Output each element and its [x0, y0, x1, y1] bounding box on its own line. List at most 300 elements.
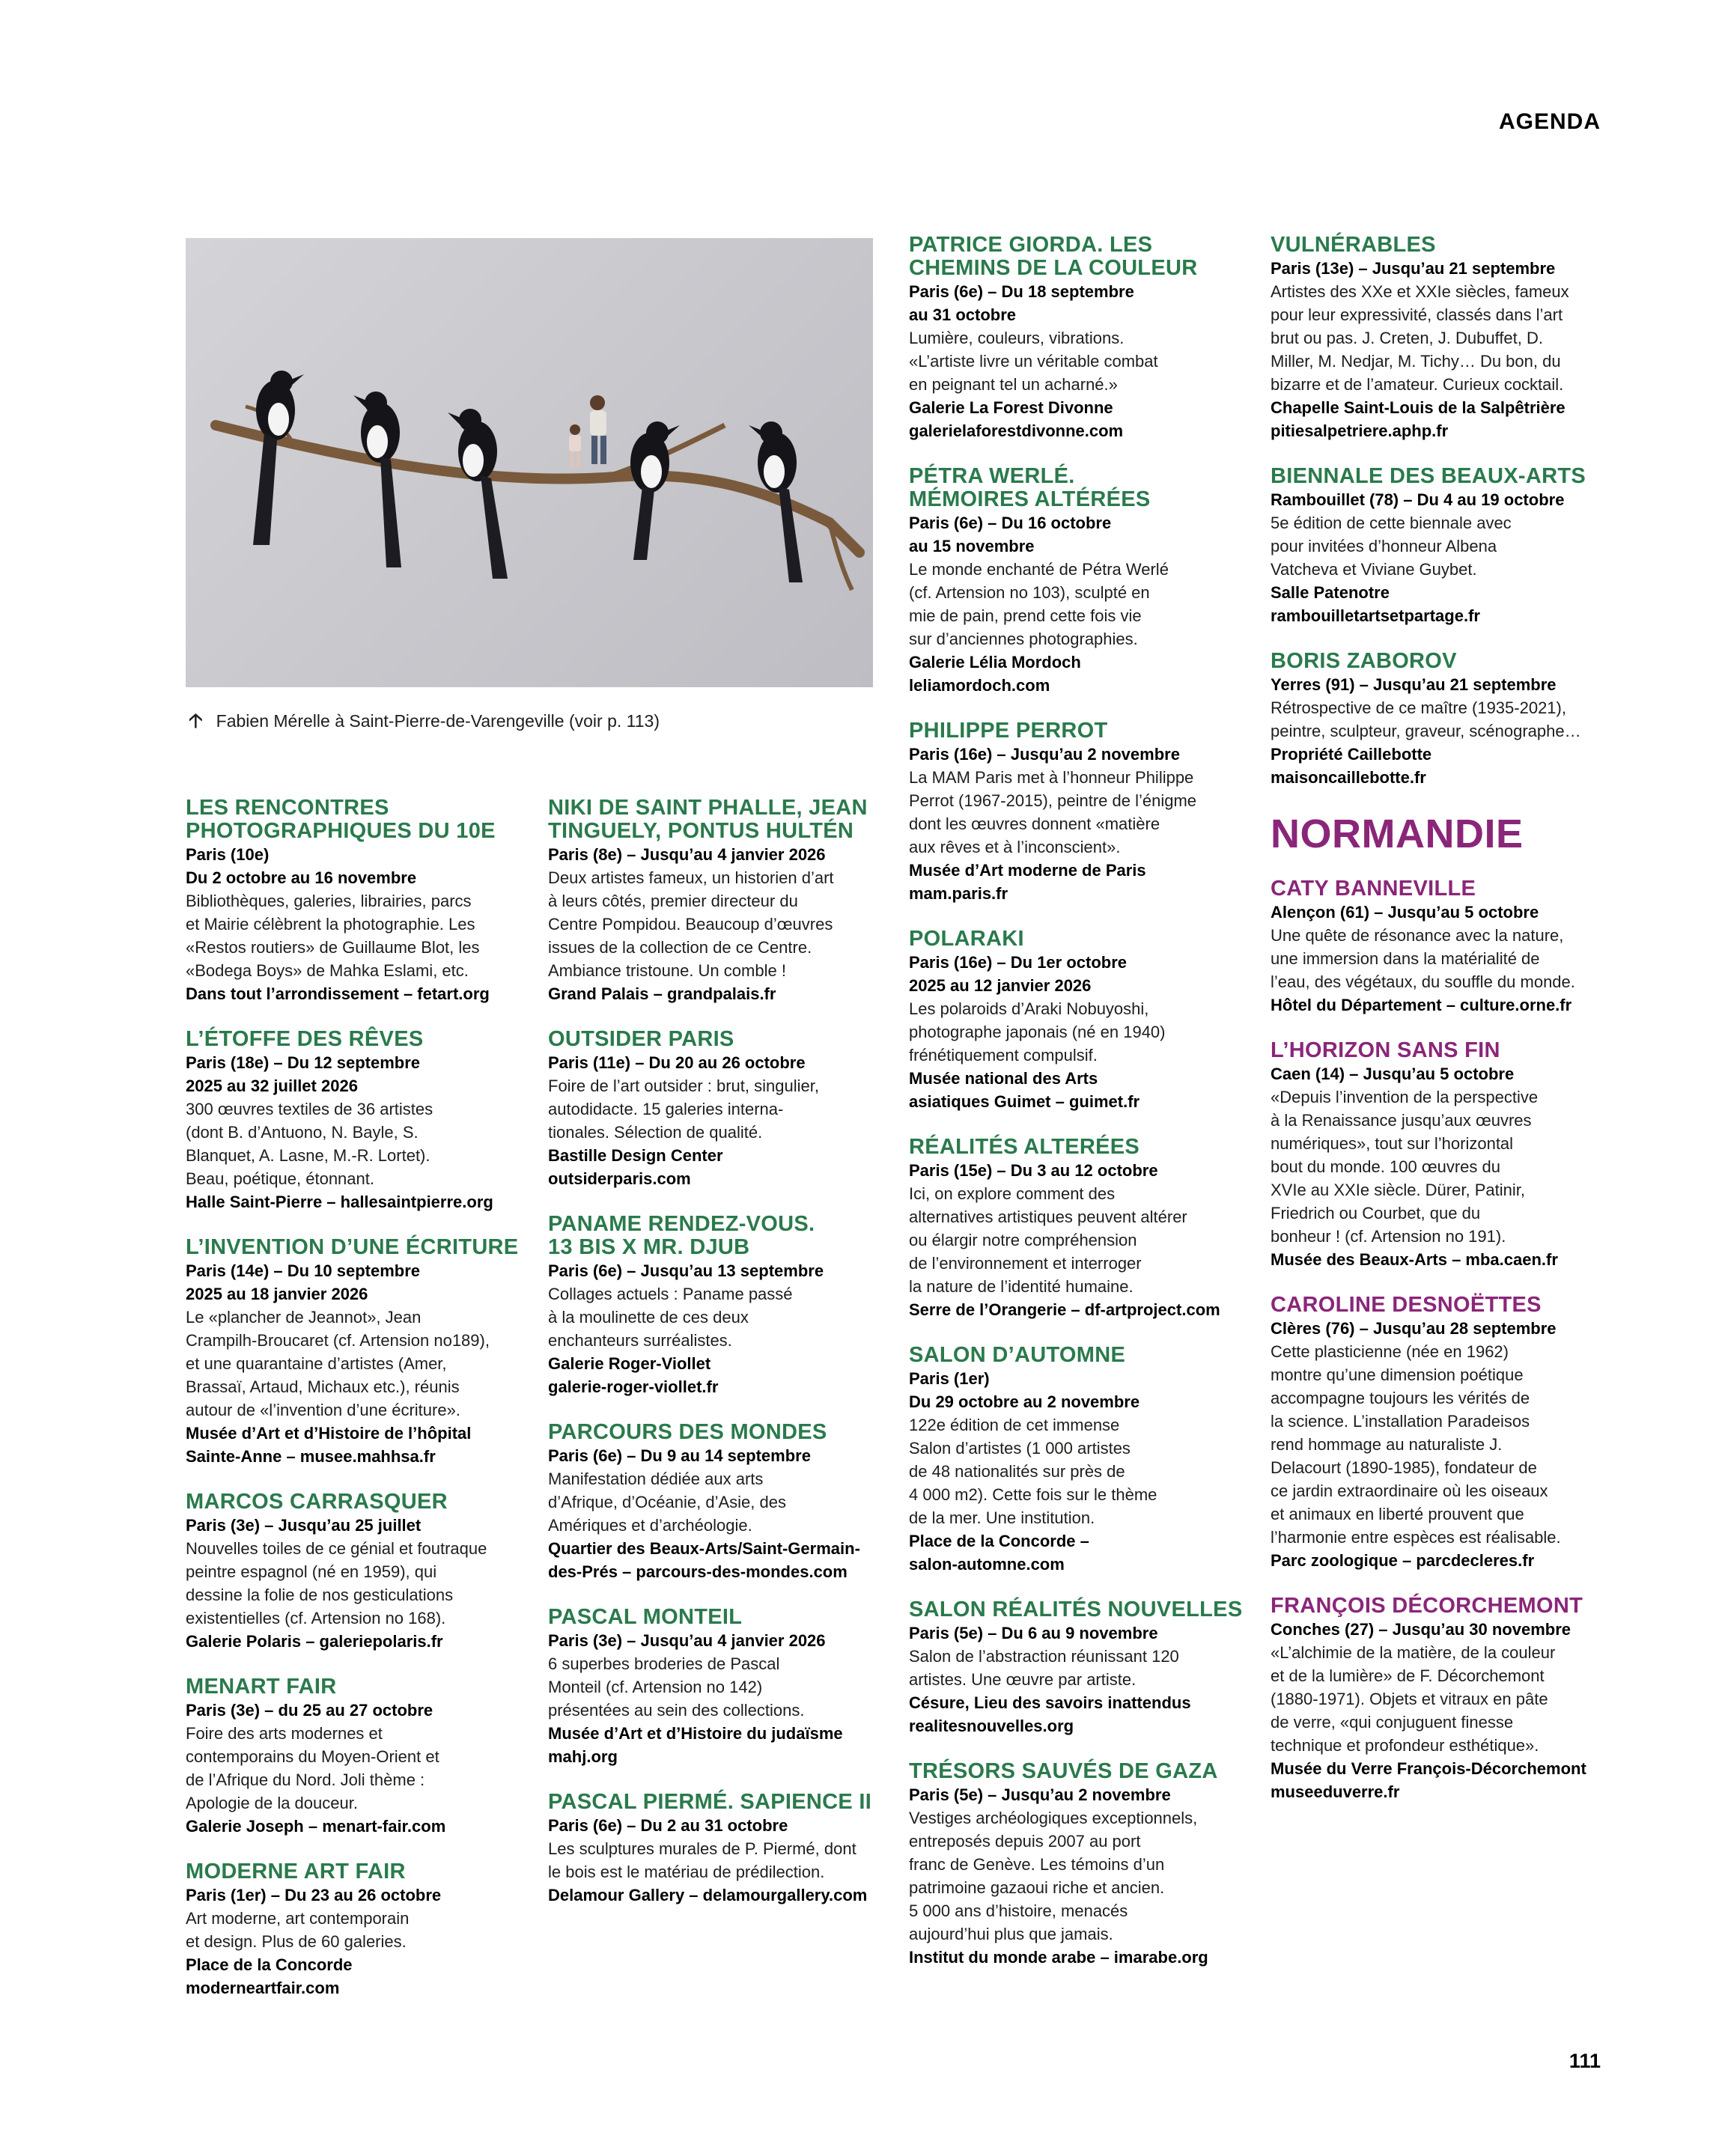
column-1 — [186, 797, 538, 2022]
agenda-entry — [1271, 1294, 1607, 1572]
entry-sub-line: Paris (3e) – Jusqu’au 4 janvier 2026 — [548, 1631, 826, 1650]
entry-title-line: OUTSIDER PARIS — [548, 1027, 734, 1051]
entry-desc-line: en peignant tel un acharné.» — [909, 375, 1118, 394]
entry-desc — [909, 1645, 1246, 1691]
entry-venue-line: Musée d’Art et d’Histoire du judaïsme — [548, 1724, 843, 1743]
entry-title-line: PANAME RENDEZ-VOUS. — [548, 1212, 815, 1236]
entry-desc-line: Monteil (cf. Artension no 142) — [548, 1678, 763, 1696]
entry-desc-line: alternatives artistiques peuvent altérer — [909, 1208, 1187, 1226]
entry-desc-line: mie de pain, prend cette fois vie — [909, 606, 1142, 625]
entry-desc-line: artistes. Une œuvre par artiste. — [909, 1670, 1137, 1689]
entry-sub — [186, 1514, 538, 1537]
entry-title — [1271, 1595, 1607, 1618]
entry-desc-line: aujourd’hui plus que jamais. — [909, 1925, 1113, 1943]
entry-desc-line: de 48 nationalités sur près de — [909, 1462, 1125, 1481]
entry-desc — [1271, 1085, 1607, 1248]
agenda-entry — [548, 1606, 885, 1768]
entry-venue-line: Galerie Lélia Mordoch — [909, 653, 1081, 672]
entry-desc-line: enchanteurs surréalistes. — [548, 1331, 732, 1350]
entry-venue-line: mam.paris.fr — [909, 884, 1008, 903]
entry-sub — [186, 1051, 538, 1097]
entry-venue-line: galerielaforestdivonne.com — [909, 421, 1124, 440]
entry-sub-line: Paris (1er) – Du 23 au 26 octobre — [186, 1886, 442, 1904]
entry-sub-line: Paris (16e) – Du 1er octobre — [909, 953, 1128, 972]
entry-venue-line: Musée d’Art moderne de Paris — [909, 861, 1146, 880]
entry-desc-line: de verre, «qui conjuguent finesse — [1271, 1713, 1514, 1732]
entry-desc-line: 5e édition de cette biennale avec — [1271, 514, 1512, 532]
entry-sub-line: Paris (5e) – Jusqu’au 2 novembre — [909, 1785, 1171, 1804]
entry-venue — [186, 982, 538, 1005]
entry-sub — [1271, 1618, 1607, 1641]
entry-desc-line: Les sculptures murales de P. Piermé, dont — [548, 1839, 856, 1858]
entry-venue-line: Place de la Concorde – — [909, 1532, 1089, 1550]
entry-title-line: NIKI DE SAINT PHALLE, JEAN — [548, 796, 868, 820]
entry-venue-line: realitesnouvelles.org — [909, 1717, 1074, 1735]
entry-title-line: PHOTOGRAPHIQUES DU 10E — [186, 819, 496, 843]
entry-desc-line: entreposés depuis 2007 au port — [909, 1832, 1141, 1851]
entry-title-line: SALON RÉALITÉS NOUVELLES — [909, 1598, 1243, 1621]
entry-desc-line: franc de Genève. Les témoins d’un — [909, 1855, 1165, 1874]
entry-desc — [548, 866, 885, 982]
entry-sub — [548, 1814, 885, 1837]
entry-desc-line: issues de la collection de ce Centre. — [548, 938, 812, 957]
agenda-entry — [1271, 465, 1607, 627]
entry-title — [548, 1028, 885, 1051]
entry-venue-line: asiatiques Guimet – guimet.fr — [909, 1092, 1140, 1111]
entry-sub — [909, 1621, 1246, 1645]
photo-caption — [189, 707, 877, 740]
entry-title-line: RÉALITÉS ALTERÉES — [909, 1135, 1140, 1159]
entry-venue — [1271, 1549, 1607, 1572]
entry-sub-line: Paris (11e) – Du 20 au 26 octobre — [548, 1053, 806, 1072]
entry-desc-line: tionales. Sélection de qualité. — [548, 1123, 763, 1142]
entry-desc-line: «L’alchimie de la matière, de la couleur — [1271, 1643, 1556, 1662]
entry-desc-line: Apologie de la douceur. — [186, 1794, 358, 1812]
agenda-entry — [909, 1760, 1246, 1969]
entry-desc-line: Le monde enchanté de Pétra Werlé — [909, 560, 1169, 579]
entry-venue — [548, 1722, 885, 1768]
entry-title-line: POLARAKI — [909, 927, 1024, 951]
entry-venue-line: Musée d’Art et d’Histoire de l’hôpital — [186, 1424, 472, 1443]
entry-desc-line: Art moderne, art contemporain — [186, 1909, 410, 1928]
agenda-entry — [186, 1675, 538, 1838]
entry-title-line: MENART FAIR — [186, 1675, 337, 1699]
agenda-entry — [186, 1860, 538, 2000]
entry-desc — [909, 326, 1246, 396]
entry-desc-line: 300 œuvres textiles de 36 artistes — [186, 1100, 433, 1118]
entry-title — [186, 1490, 538, 1514]
entry-desc — [1271, 511, 1607, 581]
entry-venue-line: Halle Saint-Pierre – hallesaintpierre.org — [186, 1193, 493, 1211]
entry-desc-line: Une quête de résonance avec la nature, — [1271, 926, 1564, 945]
entry-sub-line: Paris (6e) – Jusqu’au 13 septembre — [548, 1261, 824, 1280]
entry-desc — [909, 1806, 1246, 1946]
entry-desc — [909, 1182, 1246, 1298]
entry-venue — [909, 859, 1246, 905]
entry-venue-line: Parc zoologique – parcdecleres.fr — [1271, 1551, 1535, 1570]
caption-text: Fabien Mérelle à Saint-Pierre-de-Varengeville (voir p. 113) — [216, 711, 660, 731]
entry-desc-line: l’harmonie entre espèces est réalisable. — [1271, 1528, 1561, 1547]
entry-venue — [909, 1691, 1246, 1738]
entry-desc-line: à leurs côtés, premier directeur du — [548, 892, 798, 910]
entry-venue-line: leliamordoch.com — [909, 676, 1050, 695]
entry-desc-line: aux rêves et à l’inconscient». — [909, 838, 1121, 856]
entry-sub-line: Paris (3e) – du 25 au 27 octobre — [186, 1701, 433, 1720]
entry-desc-line: accompagne toujours les vérités de — [1271, 1389, 1530, 1407]
entry-sub-line: au 15 novembre — [909, 537, 1035, 555]
entry-desc-line: Bibliothèques, galeries, librairies, parcs — [186, 892, 472, 910]
entry-venue-line: Hôtel du Département – culture.orne.fr — [1271, 996, 1572, 1014]
agenda-entry — [1271, 1039, 1607, 1271]
entry-desc — [909, 558, 1246, 651]
agenda-entry — [909, 465, 1246, 697]
entry-desc-line: autour de «l’invention d’une écriture». — [186, 1401, 460, 1419]
agenda-entry — [548, 1028, 885, 1190]
entry-venue — [909, 396, 1246, 442]
entry-desc-line: dont les œuvres donnent «matière — [909, 814, 1160, 833]
entry-desc-line: Nouvelles toiles de ce génial et foutraque — [186, 1539, 487, 1558]
entry-venue — [1271, 993, 1607, 1017]
entry-venue-line: Institut du monde arabe – imarabe.org — [909, 1948, 1208, 1967]
agenda-entry — [1271, 1595, 1607, 1803]
entry-title-line: PASCAL PIERMÉ. SAPIENCE II — [548, 1790, 872, 1814]
entry-desc-line: numériques», tout sur l’horizontal — [1271, 1134, 1514, 1153]
entry-desc-line: contemporains du Moyen-Orient et — [186, 1747, 439, 1766]
entry-desc — [548, 1652, 885, 1722]
entry-sub-line: Paris (6e) – Du 18 septembre — [909, 282, 1134, 301]
entry-desc-line: XVIe au XXIe siècle. Dürer, Patinir, — [1271, 1181, 1525, 1199]
entry-venue — [1271, 1248, 1607, 1271]
entry-desc-line: «L’artiste livre un véritable combat — [909, 352, 1158, 371]
entry-desc-line: Deux artistes fameux, un historien d’art — [548, 868, 834, 887]
entry-sub-line: Caen (14) – Jusqu’au 5 octobre — [1271, 1065, 1515, 1083]
entry-title-line: PATRICE GIORDA. LES — [909, 233, 1153, 257]
entry-venue-line: Place de la Concorde — [186, 1955, 353, 1974]
entry-desc-line: à la moulinette de ces deux — [548, 1308, 749, 1327]
entry-venue-line: Césure, Lieu des savoirs inattendus — [909, 1693, 1191, 1712]
entry-title-line: PÉTRA WERLÉ. — [909, 464, 1075, 488]
entry-sub — [909, 951, 1246, 997]
entry-sub-line: Paris (13e) – Jusqu’au 21 septembre — [1271, 259, 1556, 278]
entry-desc-line: sur d’anciennes photographies. — [909, 630, 1138, 648]
entry-sub — [1271, 673, 1607, 696]
entry-sub-line: Paris (8e) – Jusqu’au 4 janvier 2026 — [548, 845, 826, 864]
entry-title — [1271, 877, 1607, 901]
entry-desc-line: et de la lumière» de F. Décorchemont — [1271, 1666, 1545, 1685]
agenda-entry — [548, 797, 885, 1005]
agenda-entry — [909, 928, 1246, 1113]
entry-sub-line: au 31 octobre — [909, 305, 1017, 324]
entry-sub-line: Paris (1er) — [909, 1369, 990, 1388]
entry-sub-line: Paris (16e) – Jusqu’au 2 novembre — [909, 745, 1180, 764]
entry-desc — [186, 1907, 538, 1953]
entry-desc-line: (1880-1971). Objets et vitraux en pâte — [1271, 1690, 1548, 1708]
entry-venue-line: Musée national des Arts — [909, 1069, 1098, 1088]
entry-venue — [186, 1422, 538, 1468]
agenda-entry — [548, 1791, 885, 1907]
section-label: AGENDA — [1498, 109, 1601, 134]
entry-sub — [1271, 901, 1607, 924]
entry-venue-line: Galerie La Forest Divonne — [909, 398, 1113, 417]
entry-title-line: MÉMOIRES ALTÉRÉES — [909, 487, 1151, 511]
entry-title-line: TINGUELY, PONTUS HULTÉN — [548, 819, 854, 843]
entry-title — [1271, 234, 1607, 257]
entry-desc — [1271, 696, 1607, 743]
column-4 — [1271, 234, 1607, 1826]
entry-venue-line: Galerie Roger-Viollet — [548, 1354, 711, 1373]
entry-desc-line: rend hommage au naturaliste J. — [1271, 1435, 1503, 1454]
entry-venue — [186, 1815, 538, 1838]
entry-title-line: MODERNE ART FAIR — [186, 1860, 406, 1884]
entry-desc-line: Lumière, couleurs, vibrations. — [909, 329, 1125, 347]
entry-sub-line: Paris (15e) – Du 3 au 12 octobre — [909, 1161, 1158, 1180]
entry-desc-line: bizarre et de l’amateur. Curieux cocktail. — [1271, 375, 1564, 394]
entry-sub — [548, 1629, 885, 1652]
entry-venue-line: pitiesalpetriere.aphp.fr — [1271, 421, 1449, 440]
entry-desc — [548, 1467, 885, 1537]
entry-venue — [548, 1884, 885, 1907]
entry-sub-line: Paris (6e) – Du 16 octobre — [909, 514, 1112, 532]
entry-sub-line: Paris (10e) — [186, 845, 270, 864]
entry-sub-line: Paris (5e) – Du 6 au 9 novembre — [909, 1624, 1158, 1642]
agenda-entry — [186, 1028, 538, 1213]
entry-sub-line: Yerres (91) – Jusqu’au 21 septembre — [1271, 675, 1557, 694]
entry-venue-line: maisoncaillebotte.fr — [1271, 768, 1426, 787]
entry-title-line: PHILIPPE PERROT — [909, 719, 1108, 743]
entry-title — [1271, 1294, 1607, 1317]
entry-title-line: L’HORIZON SANS FIN — [1271, 1038, 1500, 1062]
entry-venue — [1271, 743, 1607, 789]
entry-venue-line: Galerie Polaris – galeriepolaris.fr — [186, 1632, 443, 1651]
entry-desc-line: Manifestation dédiée aux arts — [548, 1470, 764, 1488]
entry-title-line: CHEMINS DE LA COULEUR — [909, 256, 1198, 280]
entry-venue-line: Musée du Verre François-Décorchemont — [1271, 1759, 1586, 1778]
entry-sub — [909, 1367, 1246, 1413]
entry-desc — [909, 766, 1246, 859]
entry-sub — [186, 843, 538, 889]
entry-desc — [186, 1097, 538, 1190]
entry-venue — [909, 651, 1246, 697]
entry-sub — [186, 1884, 538, 1907]
agenda-entry — [909, 234, 1246, 442]
entry-title — [909, 465, 1246, 511]
entry-desc-line: brut ou pas. J. Creten, J. Dubuffet, D. — [1271, 329, 1543, 347]
magpies-illustration — [186, 238, 873, 687]
entry-desc-line: Collages actuels : Paname passé — [548, 1285, 793, 1303]
entry-desc-line: présentées au sein des collections. — [548, 1701, 805, 1720]
entry-sub-line: Alençon (61) – Jusqu’au 5 octobre — [1271, 903, 1539, 922]
entry-venue-line: museeduverre.fr — [1271, 1782, 1400, 1801]
agenda-entry — [1271, 234, 1607, 442]
entry-sub — [1271, 1062, 1607, 1085]
entry-desc-line: technique et profondeur esthétique». — [1271, 1736, 1539, 1755]
entry-venue-line: Galerie Joseph – menart-fair.com — [186, 1817, 446, 1836]
entry-desc — [548, 1837, 885, 1884]
entry-venue — [548, 1537, 885, 1583]
agenda-entry — [548, 1421, 885, 1583]
entry-title-line: SALON D’AUTOMNE — [909, 1343, 1126, 1367]
entry-sub-line: 2025 au 12 janvier 2026 — [909, 976, 1092, 995]
entry-desc-line: 6 superbes broderies de Pascal — [548, 1654, 780, 1673]
entry-venue-line: Musée des Beaux-Arts – mba.caen.fr — [1271, 1250, 1558, 1269]
entry-desc-line: Vatcheva et Viviane Guybet. — [1271, 560, 1477, 579]
entry-desc-line: et animaux en liberté prouvent que — [1271, 1505, 1524, 1523]
entry-title — [548, 1791, 885, 1814]
agenda-entry — [186, 1490, 538, 1653]
entry-desc-line: et Mairie célèbrent la photographie. Les — [186, 915, 475, 934]
entry-sub — [548, 843, 885, 866]
entry-title — [548, 1606, 885, 1629]
entry-desc — [186, 1537, 538, 1630]
entry-desc-line: et une quarantaine d’artistes (Amer, — [186, 1354, 447, 1373]
entry-title — [186, 1675, 538, 1699]
entry-desc — [909, 1413, 1246, 1529]
entry-sub — [186, 1699, 538, 1722]
entry-venue — [186, 1190, 538, 1213]
entry-sub-line: Paris (6e) – Du 2 au 31 octobre — [548, 1816, 788, 1835]
entry-sub — [1271, 488, 1607, 511]
entry-desc-line: Crampilh-Broucaret (cf. Artension no189), — [186, 1331, 490, 1350]
entry-desc-line: Salon de l’abstraction réunissant 120 — [909, 1647, 1179, 1666]
entry-desc-line: La MAM Paris met à l’honneur Philippe — [909, 768, 1194, 787]
entry-venue-line: outsiderparis.com — [548, 1169, 691, 1188]
entry-title-line: BIENNALE DES BEAUX-ARTS — [1271, 464, 1586, 488]
entry-venue-line: rambouilletartsetpartage.fr — [1271, 606, 1480, 625]
entry-desc-line: peintre espagnol (né en 1959), qui — [186, 1562, 437, 1581]
entry-desc-line: Les polaroids d’Araki Nobuyoshi, — [909, 999, 1149, 1018]
entry-desc — [548, 1282, 885, 1352]
agenda-entry — [909, 1136, 1246, 1321]
entry-title — [909, 1760, 1246, 1783]
entry-venue — [548, 1352, 885, 1398]
entry-title-line: BORIS ZABOROV — [1271, 649, 1457, 673]
entry-desc-line: Rétrospective de ce maître (1935-2021), — [1271, 698, 1566, 717]
entry-venue — [1271, 1757, 1607, 1803]
entry-venue-line: Delamour Gallery – delamourgallery.com — [548, 1886, 868, 1904]
entry-sub — [909, 511, 1246, 558]
entry-title-line: 13 BIS X MR. DJUB — [548, 1235, 750, 1259]
entry-title-line: MARCOS CARRASQUER — [186, 1490, 448, 1514]
entry-title-line: PARCOURS DES MONDES — [548, 1420, 827, 1444]
entry-desc-line: Blanquet, A. Lasne, M.-R. Lortet). — [186, 1146, 430, 1165]
agenda-entry — [548, 1213, 885, 1398]
entry-desc-line: Brassaï, Artaud, Michaux etc.), réunis — [186, 1377, 460, 1396]
agenda-entry — [909, 1598, 1246, 1738]
entry-desc-line: pour invitées d’honneur Albena — [1271, 537, 1497, 555]
entry-sub-line: Paris (18e) – Du 12 septembre — [186, 1053, 421, 1072]
entry-desc-line: la science. L’installation Paradeisos — [1271, 1412, 1530, 1431]
entry-sub-line: 2025 au 18 janvier 2026 — [186, 1285, 368, 1303]
entry-title-line: CATY BANNEVILLE — [1271, 877, 1476, 901]
entry-desc-line: patrimoine gazaoui riche et ancien. — [909, 1878, 1165, 1897]
entry-desc-line: ce jardin extraordinaire où les oiseaux — [1271, 1482, 1548, 1500]
entry-desc-line: Foire de l’art outsider : brut, singulier, — [548, 1077, 819, 1095]
entry-venue — [548, 982, 885, 1005]
entry-desc-line: photographe japonais (né en 1940) — [909, 1023, 1166, 1041]
entry-sub-line: Paris (6e) – Du 9 au 14 septembre — [548, 1446, 811, 1465]
entry-desc-line: Artistes des XXe et XXIe siècles, fameux — [1271, 282, 1569, 301]
entry-title-line: L’INVENTION D’UNE ÉCRITURE — [186, 1235, 519, 1259]
entry-desc-line: Delacourt (1890-1985), fondateur de — [1271, 1458, 1537, 1477]
entry-venue-line: des-Prés – parcours-des-mondes.com — [548, 1562, 848, 1581]
entry-sub — [909, 280, 1246, 326]
entry-desc-line: (dont B. d’Antuono, N. Bayle, S. — [186, 1123, 419, 1142]
entry-sub — [548, 1259, 885, 1282]
entry-sub — [186, 1259, 538, 1306]
entry-desc-line: de l’environnement et interroger — [909, 1254, 1142, 1273]
entry-venue-line: moderneartfair.com — [186, 1979, 340, 1997]
entry-desc-line: une immersion dans la matérialité de — [1271, 949, 1540, 968]
entry-desc-line: Foire des arts modernes et — [186, 1724, 383, 1743]
entry-venue-line: mahj.org — [548, 1747, 618, 1766]
entry-sub — [548, 1444, 885, 1467]
entry-desc-line: à la Renaissance jusqu’aux œuvres — [1271, 1111, 1532, 1130]
entry-title — [186, 1028, 538, 1051]
agenda-entry — [186, 1236, 538, 1468]
entry-desc — [186, 1306, 538, 1422]
entry-title — [909, 928, 1246, 951]
entry-title-line: CAROLINE DESNOËTTES — [1271, 1293, 1542, 1317]
entry-sub-line: 2025 au 32 juillet 2026 — [186, 1077, 358, 1095]
entry-title — [909, 1136, 1246, 1159]
entry-desc-line: Le «plancher de Jeannot», Jean — [186, 1308, 422, 1327]
entry-venue-line: Salle Patenotre — [1271, 583, 1390, 602]
entry-desc-line: ou élargir notre compréhension — [909, 1231, 1137, 1249]
entry-venue-line: Sainte-Anne – musee.mahhsa.fr — [186, 1447, 436, 1466]
entry-desc-line: «Depuis l’invention de la perspective — [1271, 1088, 1539, 1106]
entry-desc-line: pour leur expressivité, classés dans l’art — [1271, 305, 1563, 324]
entry-venue — [909, 1067, 1246, 1113]
entry-venue — [548, 1144, 885, 1190]
agenda-entry — [186, 797, 538, 1005]
entry-title-line: L’ÉTOFFE DES RÊVES — [186, 1027, 424, 1051]
entry-title — [909, 719, 1246, 743]
entry-sub — [1271, 257, 1607, 280]
page-number: 111 — [1568, 2050, 1601, 2072]
entry-venue — [909, 1529, 1246, 1576]
entry-desc — [548, 1074, 885, 1144]
agenda-entry — [909, 1344, 1246, 1576]
entry-desc — [186, 1722, 538, 1815]
entry-desc-line: Ici, on explore comment des — [909, 1184, 1116, 1203]
entry-desc-line: Miller, M. Nedjar, M. Tichy… Du bon, du — [1271, 352, 1561, 371]
agenda-entry — [1271, 650, 1607, 789]
entry-desc-line: «Bodega Boys» de Mahka Eslami, etc. — [186, 961, 469, 980]
entry-venue — [1271, 581, 1607, 627]
entry-venue — [186, 1630, 538, 1653]
entry-title — [186, 797, 538, 843]
entry-title — [186, 1236, 538, 1259]
entry-title-line: FRANÇOIS DÉCORCHEMONT — [1271, 1594, 1583, 1618]
entry-venue-line: Serre de l’Orangerie – df-artproject.com — [909, 1300, 1220, 1319]
agenda-entry — [909, 719, 1246, 905]
entry-venue — [909, 1946, 1246, 1969]
entry-desc-line: d’Afrique, d’Océanie, d’Asie, des — [548, 1493, 786, 1511]
entry-desc — [186, 889, 538, 982]
entry-desc-line: de la mer. Une institution. — [909, 1508, 1095, 1527]
entry-sub — [909, 743, 1246, 766]
entry-desc-line: bout du monde. 100 œuvres du — [1271, 1157, 1500, 1176]
entry-desc-line: Cette plasticienne (née en 1962) — [1271, 1342, 1509, 1361]
entry-desc-line: autodidacte. 15 galeries interna- — [548, 1100, 784, 1118]
entry-desc-line: et design. Plus de 60 galeries. — [186, 1932, 407, 1951]
entry-venue-line: galerie-roger-viollet.fr — [548, 1377, 719, 1396]
entry-title — [909, 234, 1246, 280]
entry-desc-line: 4 000 m2). Cette fois sur le thème — [909, 1485, 1157, 1504]
entry-venue-line: Propriété Caillebotte — [1271, 745, 1432, 764]
entry-title — [548, 1213, 885, 1259]
entry-title — [1271, 1039, 1607, 1062]
